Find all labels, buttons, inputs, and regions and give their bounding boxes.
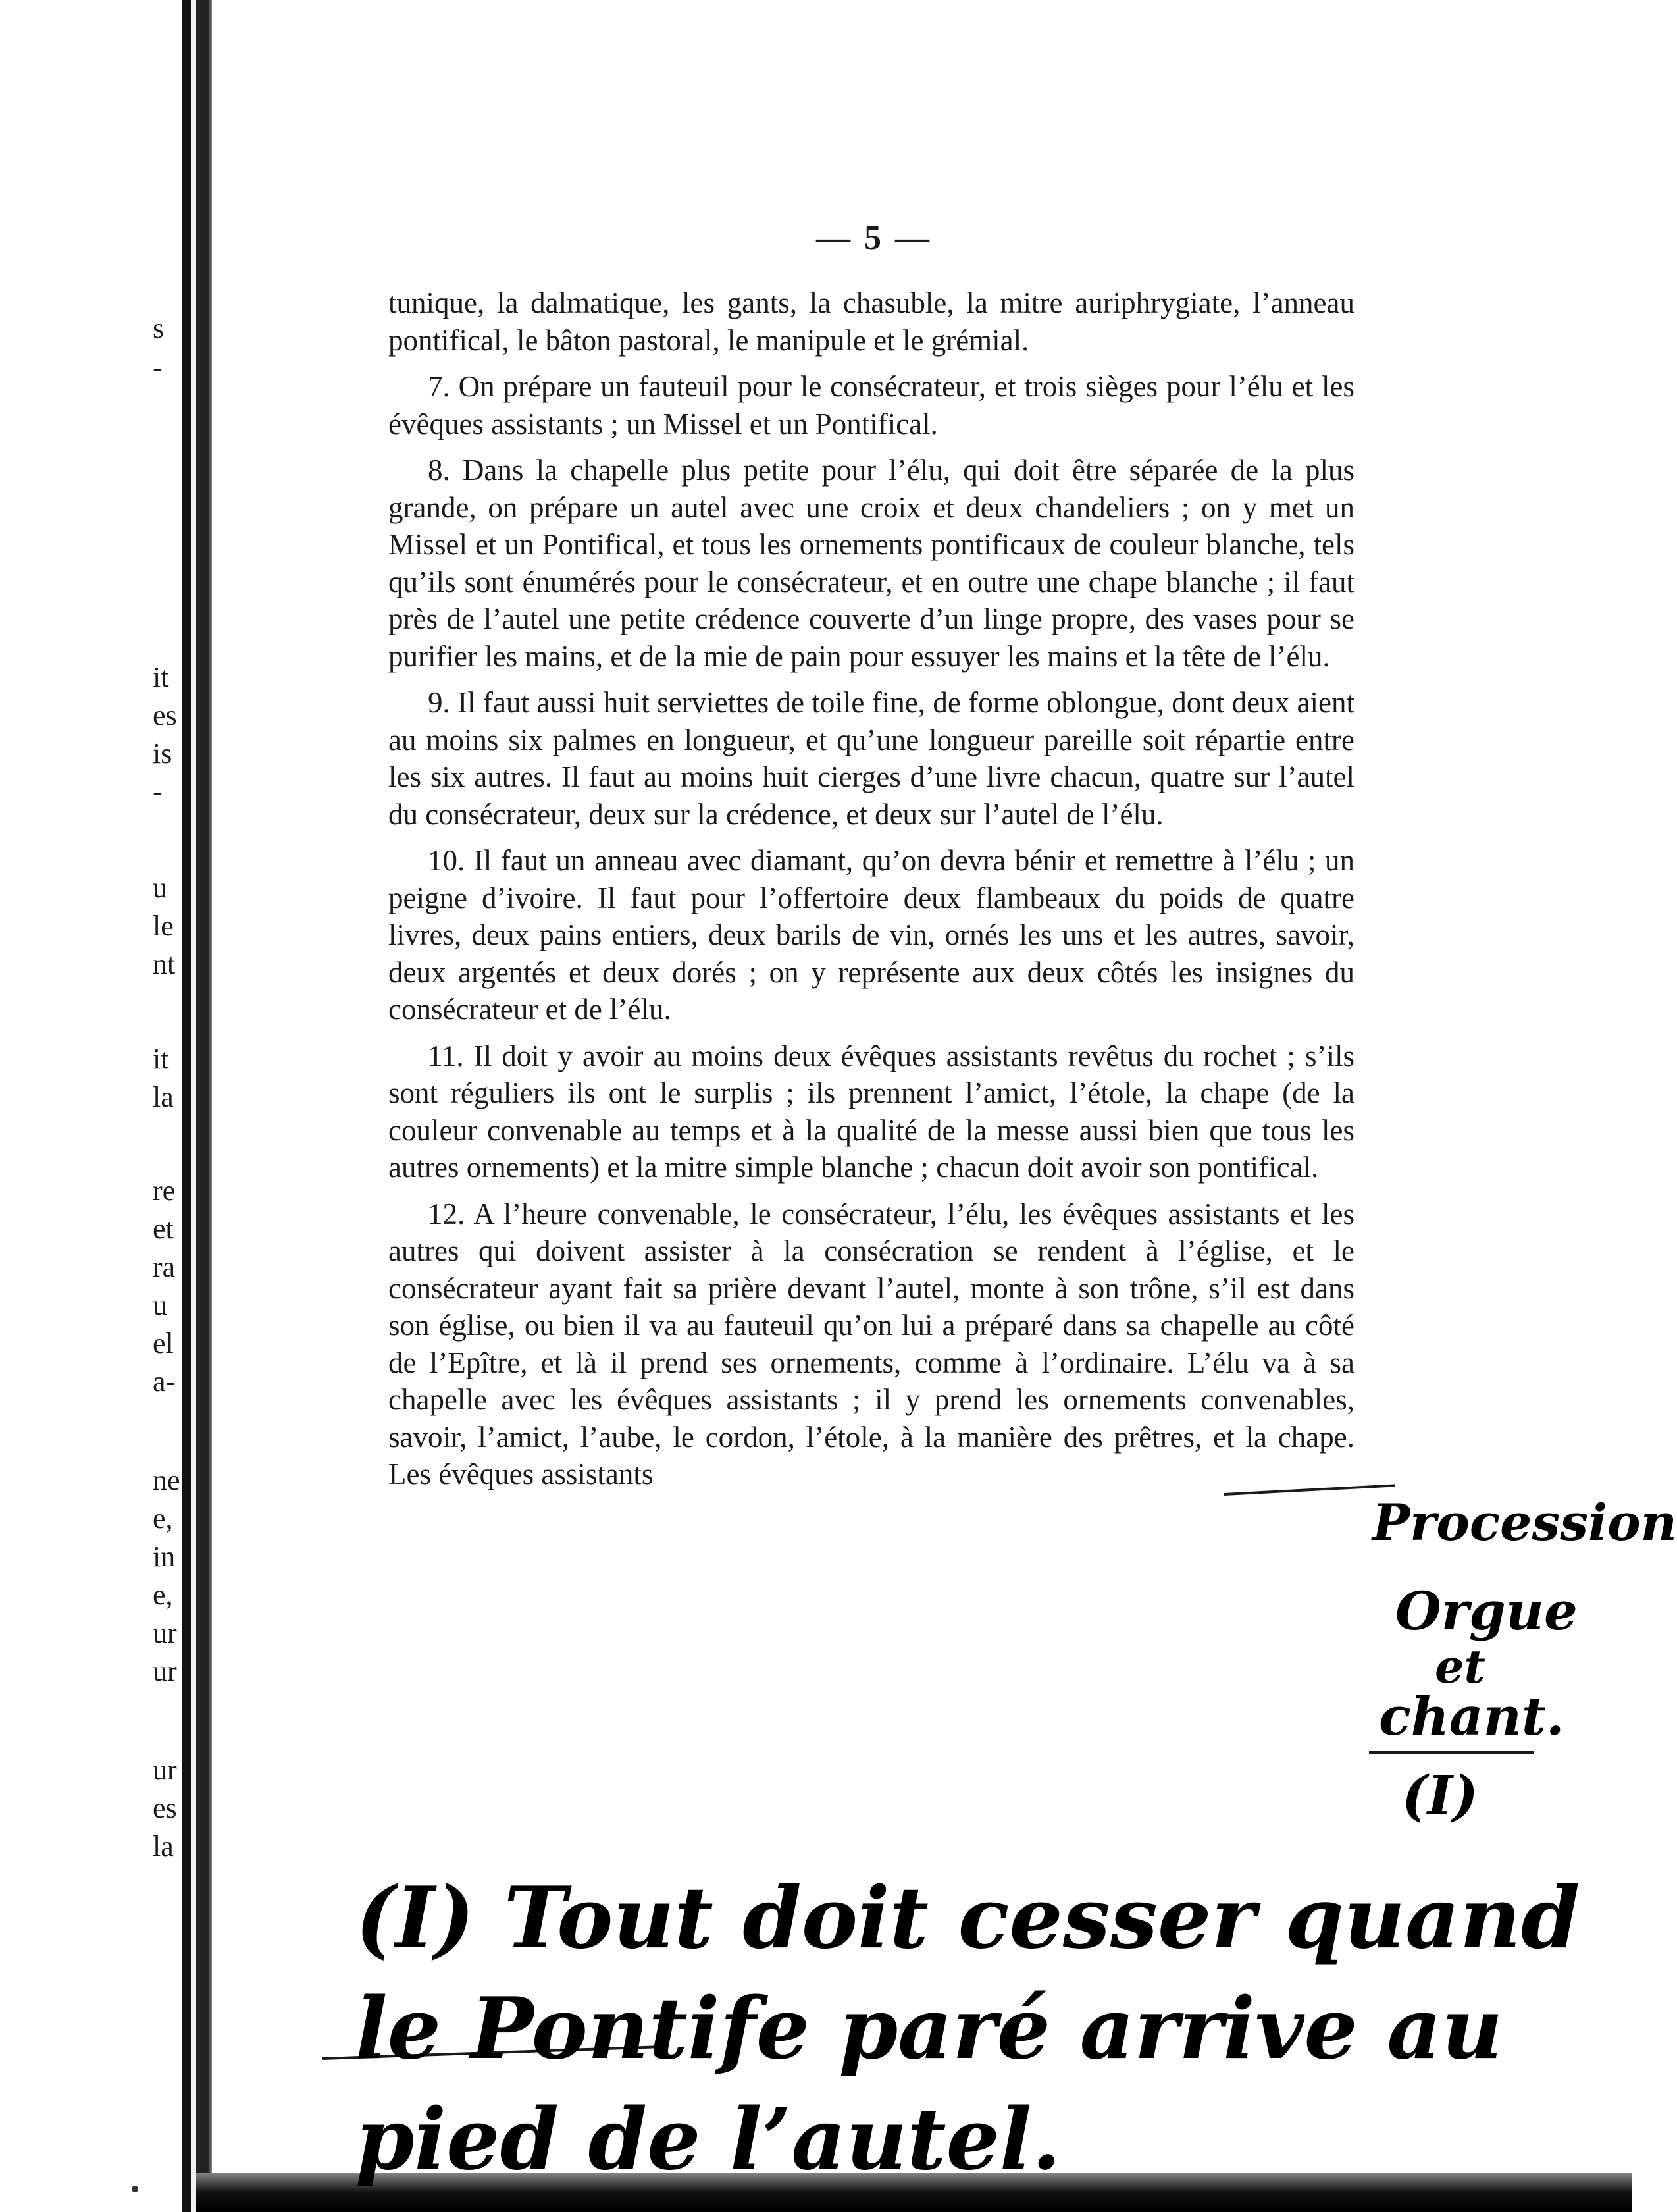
fragment: es (153, 699, 177, 731)
fragment: ur (153, 1617, 177, 1649)
fragment: la (153, 1081, 174, 1113)
paragraph-6-continued: tunique, la dalmatique, les gants, la chasuble, la mitre auriphrygiate, l’anneau pontifical, le bâton pastoral, le manipule et le grémial. (388, 286, 1354, 357)
annotation-rule (1369, 1751, 1534, 1754)
fragment: is (153, 737, 172, 770)
paragraph-8: 8. Dans la chapelle plus petite pour l’élu, qui doit être séparée de la plus grande, on prépare un autel avec une croix et deux chandeliers ; on y met un Missel et un Pontifical, et tous les ornements pontificaux de couleur blanche, tels qu’ils sont énumérés pour le consécrateur, et en outre une chape blanche ; il faut près de l’autel une petite crédence couverte d’un linge propre, des vases pour se purifier les mains, et de la mie de pain pour essuyer les mains et la tête de l’élu. (388, 454, 1354, 673)
fragment: it (153, 661, 169, 693)
fragment: le (153, 910, 174, 942)
fragment: in (153, 1540, 176, 1573)
fragment: ne (153, 1464, 180, 1496)
fragment: nt (153, 948, 176, 980)
note-et: et (1435, 1639, 1485, 1694)
note-orgue: Orgue (1395, 1580, 1578, 1642)
binding-shadow (182, 0, 191, 2212)
page-edge (196, 0, 212, 2212)
fragment: - (153, 352, 163, 384)
handwritten-footnote: (I) Tout doit cesser quand le Pontife paré arrive au pied de l’autel. (355, 1869, 1580, 2189)
facing-page-fragments (0, 0, 182, 2212)
fragment: - (153, 776, 163, 808)
fragment: u (153, 872, 167, 904)
fragment: u (153, 1289, 167, 1321)
fragment: es (153, 1792, 177, 1824)
fragment: it (153, 1043, 169, 1075)
fragment: re (153, 1174, 176, 1207)
body-text (388, 284, 1354, 1502)
paragraph-10: 10. Il faut un anneau avec diamant, qu’on devra bénir et remettre à l’élu ; un peigne d’ivoire. Il faut pour l’offertoire deux flambeaux du poids de quatre livres, deux pains entiers, deux barils de vin, ornés les uns et les autres, savoir, deux argentés et deux dorés ; on y représente aux deux côtés les insignes du consécrateur et de l’élu. (388, 844, 1354, 1026)
fragment: ur (153, 1655, 177, 1687)
fragment: ra (153, 1251, 176, 1283)
fragment: ur (153, 1754, 177, 1786)
note-reference: (I) (1402, 1764, 1478, 1828)
fragment: e, (153, 1502, 173, 1535)
fragment: s (153, 312, 165, 344)
gutter (191, 0, 196, 2212)
fragment: et (153, 1213, 174, 1245)
note-procession: Procession (1372, 1493, 1677, 1552)
fragment: la (153, 1830, 174, 1862)
paragraph-7: 7. On prépare un fauteuil pour le consécrateur, et trois sièges pour l’élu et les évêques assistants ; un Missel et un Pontifical. (388, 370, 1354, 440)
paragraph-12: 12. A l’heure convenable, le consécrateur, l’élu, les évêques assistants et les autres qui doivent assister à la consécration se rendent à l’église, et le consécrateur ayant fait sa prière devant l’autel, monte à son trône, s’il est dans son église, ou bien il va au fauteuil qu’on lui a préparé dans sa chapelle au côté de l’Epître, et là il prend ses ornements, comme à l’ordinaire. L’élu va à sa chapelle avec les évêques assistants ; il y prend les ornements convenables, savoir, l’amict, l’aube, le cordon, l’étole, à la manière des prêtres, et la chape. Les évêques assistants (388, 1197, 1354, 1490)
fragment: a- (153, 1365, 176, 1398)
fragment: el (153, 1327, 174, 1359)
paragraph-9: 9. Il faut aussi huit serviettes de toile fine, de forme oblongue, dont deux aient au moins six palmes en longueur, et qu’une longueur pareille soit répartie entre les six autres. Il faut au moins huit cierges d’une livre chacun, quatre sur l’autel du consécrateur, deux sur la crédence, et deux sur l’autel de l’élu. (388, 686, 1354, 831)
page-number: — 5 — (816, 219, 932, 257)
note-chant: chant. (1379, 1685, 1564, 1747)
paragraph-11: 11. Il doit y avoir au moins deux évêques assistants revêtus du rochet ; s’ils sont réguliers ils ont le surplis ; ils prennent l’amict, l’étole, la chape (de la couleur convenable au temps et à la qualité de la messe aussi bien que tous les autres ornements) et la mitre simple blanche ; chacun doit avoir son pontifical. (388, 1039, 1354, 1184)
fragment: e, (153, 1579, 173, 1611)
